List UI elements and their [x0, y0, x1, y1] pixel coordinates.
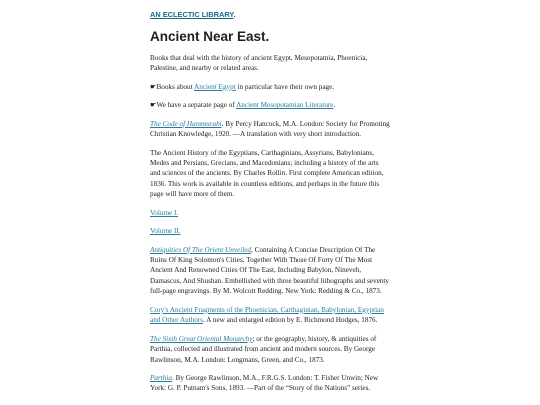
volume-2-link[interactable]: Volume II.	[150, 227, 181, 236]
page-title: Ancient Near East.	[150, 28, 270, 44]
note-text: .	[333, 101, 336, 110]
pointing-hand-icon: ☛	[150, 101, 157, 110]
entry-volume-2	[150, 226, 390, 236]
pointing-hand-icon: ☛	[150, 82, 157, 91]
antiquities-orient-unveiled-link[interactable]: Antiquities Of The Orient Unveiled	[150, 245, 252, 254]
entry-description: . By Percy Hancock, M.A. London: Society for Promoting Christian Knowledge, 1920. —A translation with very short introduction.	[150, 119, 390, 139]
entry-volume-1	[150, 208, 390, 218]
entry-rollin-ancient-history: The Ancient History of the Egyptians, Carthaginians, Assyrians, Babylonians, Medes and Persians, Grecians, and Macedonians; including a history of the arts and sciences of the ancients. By Charles Rollin. First complete American edition, 1836. This work is available in countless editions, and perhaps in the future this page will have more of them.	[150, 148, 384, 199]
intro-paragraph: Books that deal with the history of ancient Egypt, Mesopotamia, Phoenicia, Palestine, and nearby or related areas.	[150, 53, 368, 73]
entry-description: , Containing A Concise Description Of The Ruins Of King Solomon's Cities, Together With Those Of Forty Of The Most Ancient And Renowned Cities Of The East, Including Babylon, Nineveh, Damascus, And Shushan. Embellished with three beautiful lithographs and seventy full-page engravings. By M. Wolcott Redding. New York: Redding & Co., 1873.	[150, 245, 389, 296]
note-text: in particular have their own page.	[235, 82, 335, 91]
sixth-great-oriental-monarchy-link[interactable]: The Sixth Great Oriental Monarchy	[150, 334, 253, 343]
site-dot: .	[233, 10, 236, 19]
note-text: Books about	[156, 82, 194, 91]
entry-code-of-hammurabi	[150, 119, 390, 140]
note-ancient-egypt	[150, 82, 390, 92]
ancient-egypt-link[interactable]: Ancient Egypt	[194, 82, 236, 91]
entry-description: . A new and enlarged edition by E. Richmond Hodges, 1876.	[203, 316, 378, 325]
entry-description: ; or the geography, history, & antiquities of Parthia, collected and illustrated from ancient and modern sources. By George Rawlinson, M.A. London: Longmans, Green, and Co., 1873.	[150, 334, 377, 364]
parthia-link[interactable]: Parthia	[150, 373, 172, 382]
page-content	[150, 10, 390, 402]
note-text: We have a separate page of	[156, 101, 237, 110]
entry-antiquities-orient-unveiled	[150, 245, 390, 297]
entry-description: . By George Rawlinson, M.A., F.R.G.S. London: T. Fisher Unwin; New York: G. P. Putnam's Sons, 1893. —Part of the “Story of the Nations” series.	[150, 373, 379, 393]
note-mesopotamian-literature	[150, 100, 390, 110]
entry-corys-ancient-fragments	[150, 305, 390, 326]
entry-sixth-great-oriental-monarchy	[150, 334, 390, 365]
volume-1-link[interactable]: Volume I.	[150, 208, 179, 217]
site-home-link[interactable]: AN ECLECTIC LIBRARY	[150, 10, 234, 19]
entry-parthia	[150, 373, 390, 394]
code-of-hammurabi-link[interactable]: The Code of Hammurabi	[150, 119, 222, 128]
mesopotamian-literature-link[interactable]: Ancient Mesopotamian Literature	[236, 101, 334, 110]
corys-ancient-fragments-link[interactable]: Cory's Ancient Fragments of the Phoenician, Carthaginian, Babylonian, Egyptian and Other Authors	[150, 305, 384, 325]
site-masthead	[150, 10, 390, 21]
